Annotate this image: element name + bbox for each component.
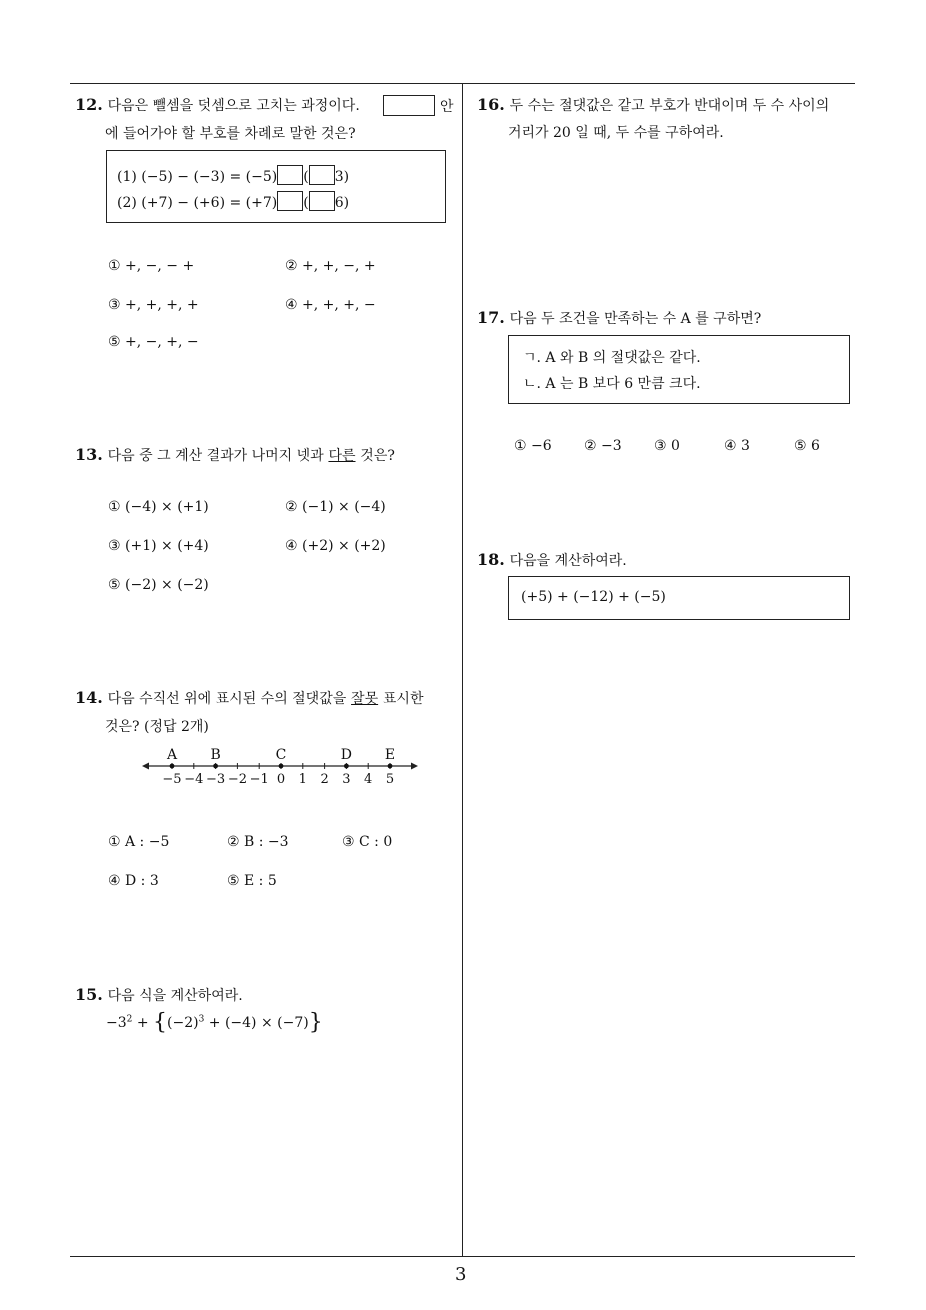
brace-open: { — [153, 1010, 168, 1035]
answer-blank-box — [383, 95, 435, 116]
option-5[interactable]: ⑤ 6 — [794, 438, 820, 454]
question-stem: 안 — [440, 99, 454, 115]
question-stem: 다음 수직선 위에 표시된 수의 절댓값을 — [107, 691, 347, 707]
option-4[interactable]: ④ 3 — [724, 438, 750, 454]
option-3[interactable]: ③ C : 0 — [342, 834, 393, 850]
point-label: E — [384, 747, 396, 763]
option-3[interactable]: ③ (+1) × (+4) — [108, 538, 209, 554]
expression-box — [508, 576, 850, 620]
option-1[interactable]: ① −6 — [514, 438, 552, 454]
option-4[interactable]: ④ +, +, +, − — [285, 297, 376, 313]
condition-1: ㄱ. A 와 B 의 절댓값은 같다. — [523, 350, 701, 366]
exponent: 2 — [126, 1014, 133, 1025]
tick-label: 4 — [364, 772, 373, 787]
option-5[interactable]: ⑤ E : 5 — [227, 873, 277, 889]
question-number: 12. — [75, 95, 103, 114]
question-stem: 다음 두 조건을 만족하는 수 A 를 구하면? — [509, 311, 762, 327]
conditions-box — [508, 335, 850, 404]
expression-box — [106, 150, 446, 223]
sign-blank — [277, 191, 303, 211]
option-2[interactable]: ② +, +, −, + — [285, 258, 376, 274]
arrow-left-icon — [142, 763, 149, 770]
condition-2: ㄴ. A 는 B 보다 6 만큼 크다. — [523, 376, 701, 392]
option-3[interactable]: ③ 0 — [654, 438, 680, 454]
page-number: 3 — [455, 1264, 467, 1285]
tick-label: 3 — [342, 772, 351, 787]
option-5[interactable]: ⑤ (−2) × (−2) — [108, 577, 209, 593]
expression — [106, 1010, 323, 1035]
point-marker — [170, 764, 175, 769]
brace-close: } — [308, 1010, 323, 1035]
option-1[interactable]: ① +, −, − + — [108, 258, 195, 274]
question-stem: 두 수는 절댓값은 같고 부호가 반대이며 두 수 사이의 — [509, 98, 830, 114]
question-stem: 에 들어가야 할 부호를 차례로 말한 것은? — [105, 126, 356, 142]
box-line-1: (1) (−5) − (−3) = (−5) — [117, 169, 278, 185]
question-stem: 다음 식을 계산하여라. — [107, 988, 243, 1004]
box-line-2: (2) (+7) − (+6) = (+7) — [117, 195, 278, 211]
tick-label: 2 — [320, 772, 329, 787]
box-line-1-end: 3) — [334, 169, 350, 185]
point-marker — [213, 764, 218, 769]
underlined-word: 다른 — [328, 448, 356, 464]
tick-label: −1 — [249, 772, 269, 787]
question-stem: 다음은 뺄셈을 덧셈으로 고치는 과정이다. — [107, 98, 360, 114]
option-4[interactable]: ④ (+2) × (+2) — [285, 538, 386, 554]
tick-label: 1 — [298, 772, 307, 787]
expr-part: −3 — [106, 1015, 127, 1031]
bottom-rule — [70, 1256, 855, 1257]
expr-part: (−2) — [167, 1015, 199, 1031]
tick-label: 0 — [276, 772, 286, 787]
number-line — [140, 744, 422, 792]
tick-label: 5 — [385, 772, 395, 787]
option-3[interactable]: ③ +, +, +, + — [108, 297, 199, 313]
question-stem-end: 표시한 — [382, 691, 424, 707]
tick-label: −5 — [162, 772, 182, 787]
plus-sign: + — [136, 1015, 149, 1031]
question-number: 13. — [75, 445, 103, 464]
tick-label: −3 — [206, 772, 226, 787]
point-label: D — [340, 747, 353, 763]
box-line-2-end: 6) — [334, 195, 350, 211]
question-number: 14. — [75, 688, 103, 707]
point-label: C — [275, 747, 287, 763]
question-stem: 다음 중 그 계산 결과가 나머지 넷과 — [107, 448, 324, 464]
option-2[interactable]: ② −3 — [584, 438, 622, 454]
point-label: B — [210, 747, 221, 763]
point-label: A — [166, 747, 178, 763]
question-number: 17. — [477, 308, 505, 327]
tick-label: −4 — [184, 772, 204, 787]
option-2[interactable]: ② (−1) × (−4) — [285, 499, 386, 515]
question-number: 16. — [477, 95, 505, 114]
option-1[interactable]: ① A : −5 — [108, 834, 170, 850]
question-number: 15. — [75, 985, 103, 1004]
option-5[interactable]: ⑤ +, −, +, − — [108, 334, 199, 350]
point-marker — [279, 764, 284, 769]
tick-label: −2 — [227, 772, 247, 787]
option-4[interactable]: ④ D : 3 — [108, 873, 159, 889]
sign-blank — [309, 191, 335, 211]
question-stem: 다음을 계산하여라. — [509, 553, 627, 569]
arrow-right-icon — [411, 763, 418, 770]
expression: (+5) + (−12) + (−5) — [521, 589, 666, 605]
exponent: 3 — [198, 1014, 205, 1025]
option-1[interactable]: ① (−4) × (+1) — [108, 499, 209, 515]
column-divider — [462, 83, 463, 1257]
point-marker — [388, 764, 393, 769]
underlined-word: 잘못 — [351, 691, 379, 707]
question-number: 18. — [477, 550, 505, 569]
sign-blank — [309, 165, 335, 185]
paren: ( — [303, 195, 309, 211]
question-stem-end: 것은? — [360, 448, 395, 464]
question-stem: 거리가 20 일 때, 두 수를 구하여라. — [508, 125, 724, 141]
question-stem: 것은? (정답 2개) — [105, 719, 209, 735]
paren: ( — [303, 169, 309, 185]
option-2[interactable]: ② B : −3 — [227, 834, 289, 850]
point-marker — [344, 764, 349, 769]
sign-blank — [277, 165, 303, 185]
expr-part: + (−4) × (−7) — [208, 1015, 309, 1031]
